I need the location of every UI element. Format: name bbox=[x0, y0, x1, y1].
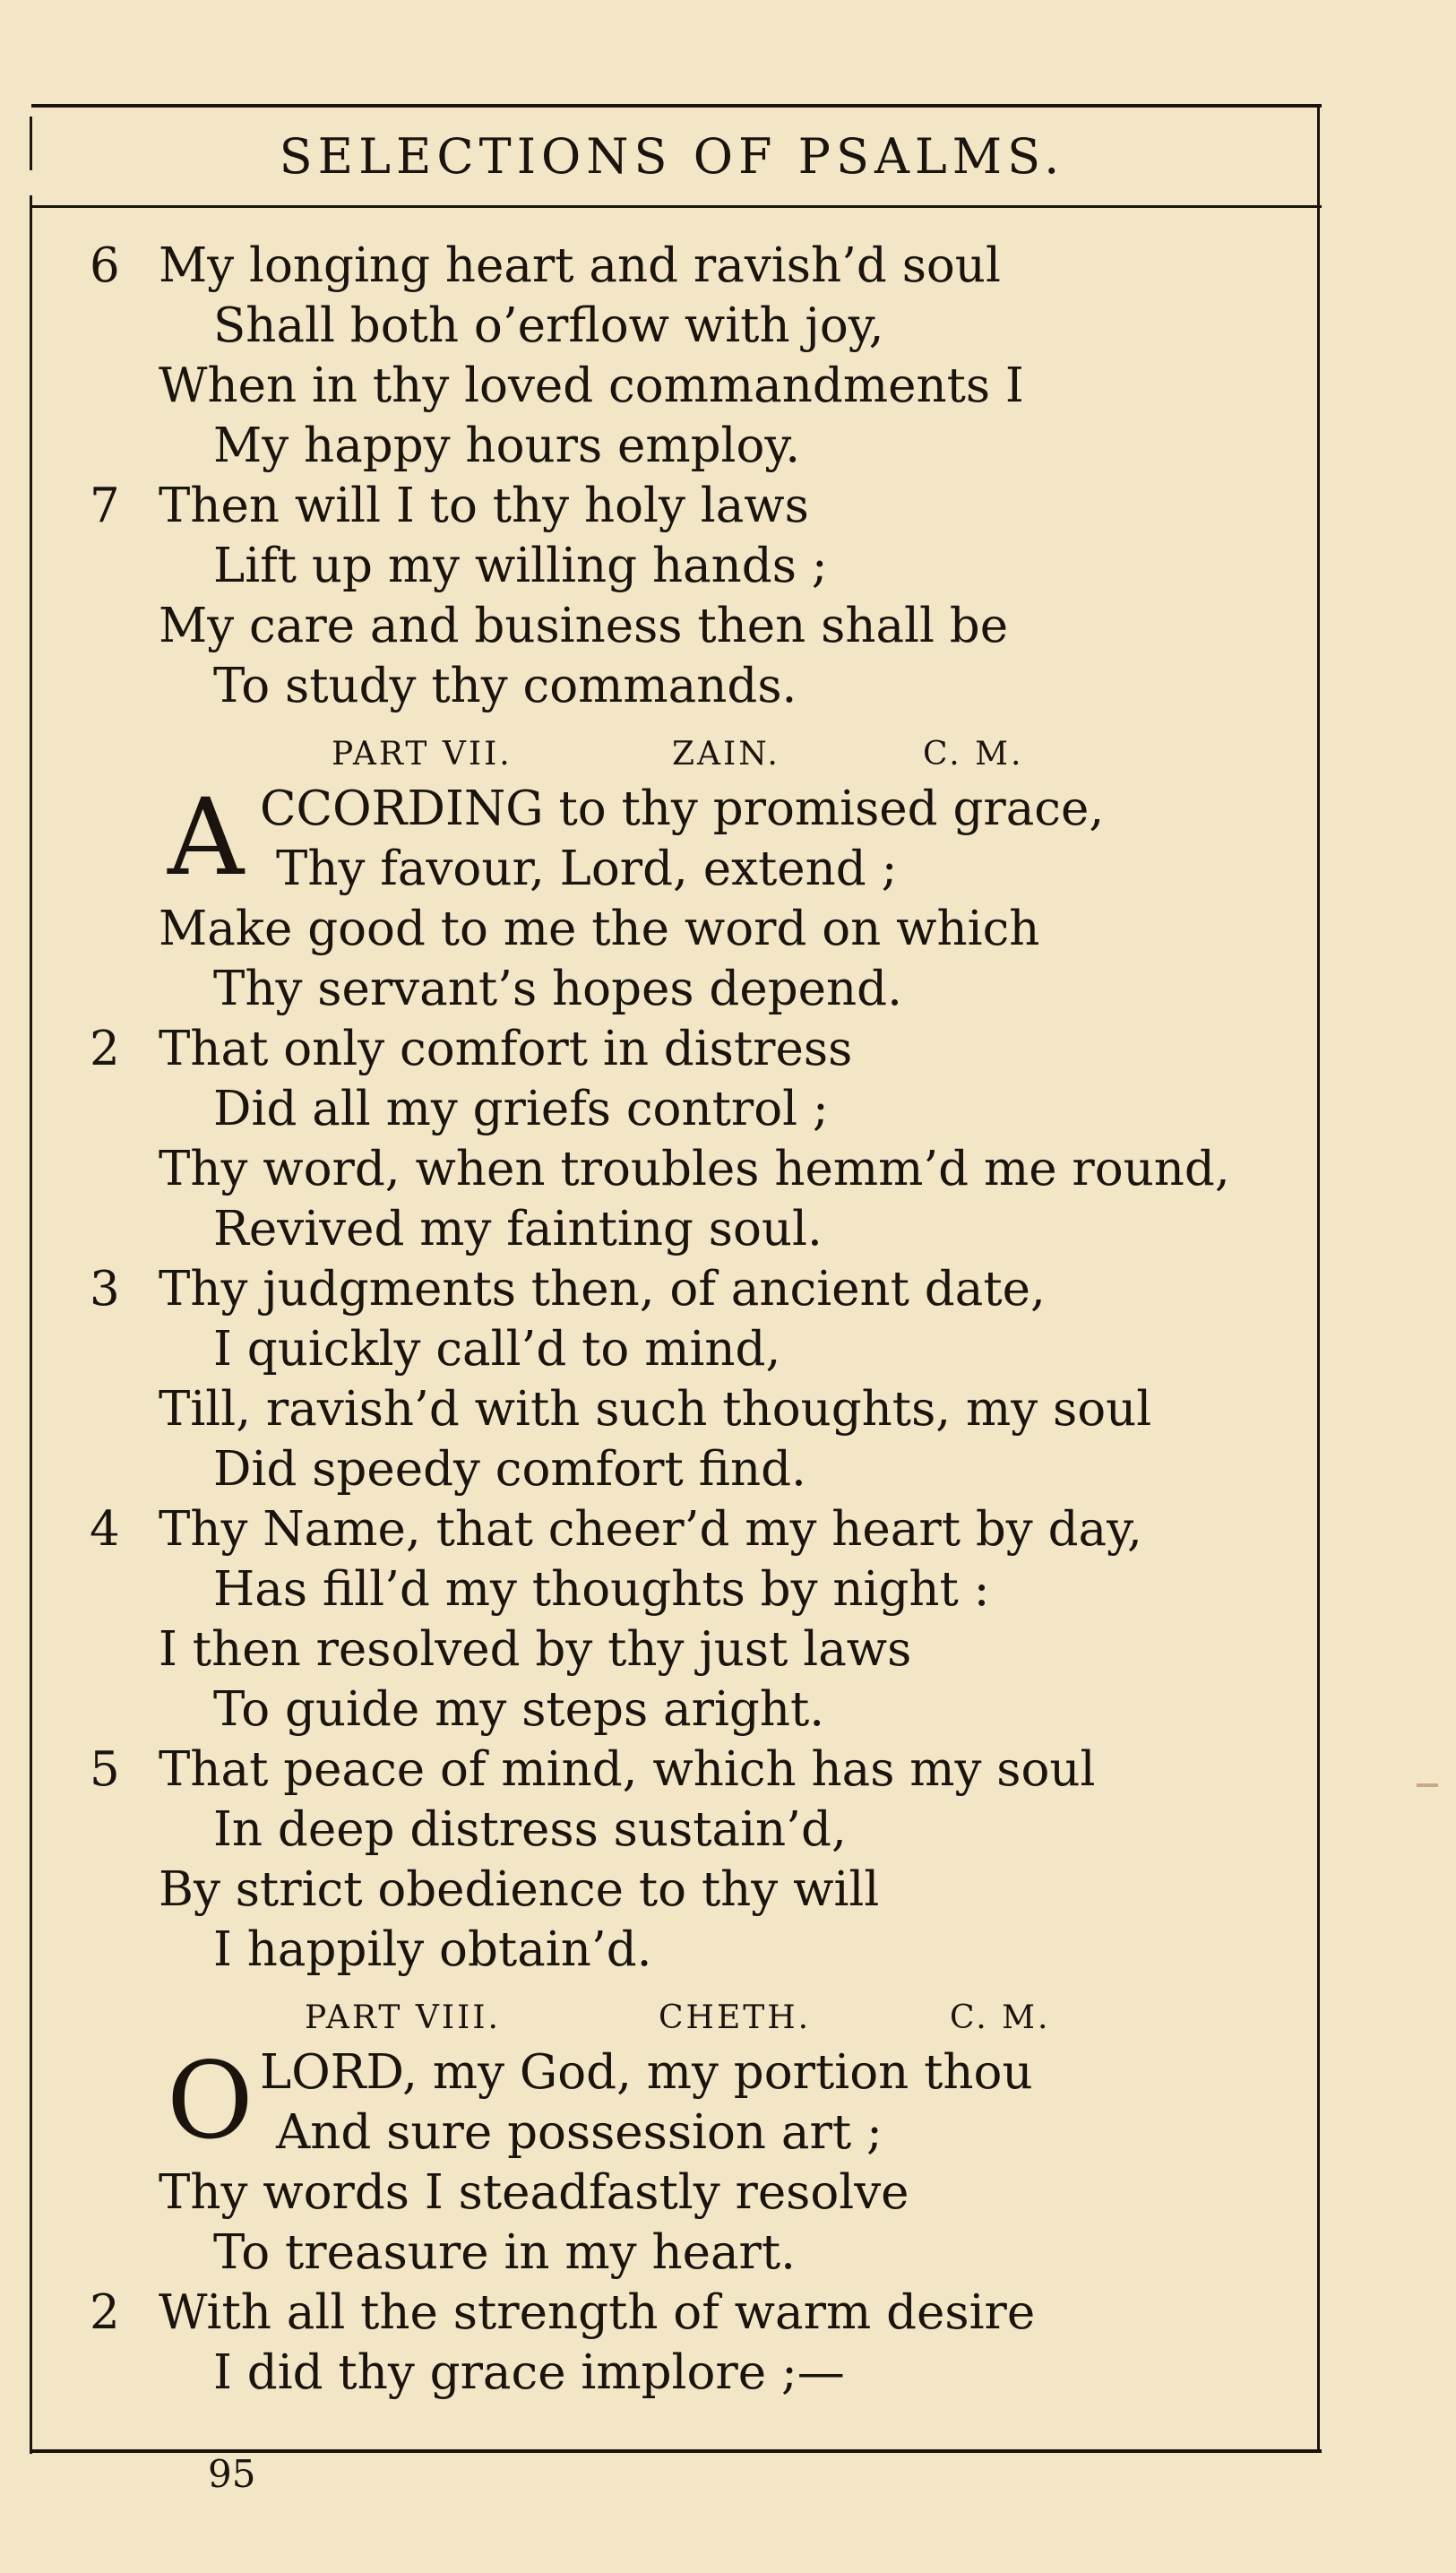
part-label: PART VIII. bbox=[305, 1999, 501, 2036]
verse-line: My care and business then shall be bbox=[159, 599, 1009, 653]
stanza-number: 4 bbox=[90, 1502, 120, 1557]
part-meter: C. M. bbox=[950, 1999, 1051, 2036]
verse-line: 6 My longing heart and ravish’d soul bbox=[36, 236, 1326, 296]
verse-line: Shall both o’erflow with joy, bbox=[213, 298, 884, 353]
verse-line: 7 Then will I to thy holy laws bbox=[36, 476, 1326, 536]
verse-line: 4 Thy Name, that cheer’d my heart by day, bbox=[36, 1499, 1326, 1559]
verse-line: 2 With all the strength of warm desire bbox=[36, 2283, 1326, 2343]
verse-line: To study thy commands. bbox=[213, 659, 797, 713]
top-rule bbox=[31, 104, 1322, 108]
verse-line: Lift up my willing hands ; bbox=[213, 539, 828, 593]
verse-line: 2 That only comfort in distress bbox=[36, 1019, 1326, 1079]
stanza-number: 6 bbox=[90, 238, 120, 293]
verse-line: By strict obedience to thy will bbox=[159, 1862, 880, 1917]
verse-line: And sure possession art ; bbox=[276, 2105, 883, 2160]
verse-line: Thy favour, Lord, extend ; bbox=[276, 842, 898, 896]
left-rule-top bbox=[30, 117, 32, 170]
verse-line: Has fill’d my thoughts by night : bbox=[213, 1562, 990, 1617]
drop-cap: O bbox=[167, 2039, 254, 2163]
verse-line: Did all my griefs control ; bbox=[213, 1082, 829, 1136]
verse-line: To treasure in my heart. bbox=[213, 2225, 797, 2280]
verse-line: I quickly call’d to mind, bbox=[213, 1322, 781, 1377]
verse-line: I did thy grace implore ;— bbox=[213, 2345, 845, 2400]
verse-line: I happily obtain’d. bbox=[213, 1922, 652, 1977]
part-meter: C. M. bbox=[923, 736, 1024, 773]
stanza-number: 5 bbox=[90, 1742, 120, 1797]
drop-cap: A bbox=[168, 775, 245, 899]
left-rule bbox=[30, 195, 32, 2454]
verse-line: To guide my steps aright. bbox=[213, 1682, 825, 1737]
verse-line: Thy word, when troubles hemm’d me round, bbox=[159, 1142, 1230, 1196]
verse-line: Make good to me the word on which bbox=[159, 902, 1040, 956]
stanza-number: 2 bbox=[90, 1022, 120, 1076]
verse-line: My happy hours employ. bbox=[213, 419, 801, 473]
stanza-number: 2 bbox=[90, 2285, 120, 2340]
verse-line: In deep distress sustain’d, bbox=[213, 1802, 847, 1857]
stanza-number: 7 bbox=[90, 479, 120, 533]
verse-line: Thy words I steadfastly resolve bbox=[159, 2165, 909, 2220]
verse-line: Thy servant’s hopes depend. bbox=[213, 962, 902, 1016]
verse-line: I then resolved by thy just laws bbox=[159, 1622, 912, 1677]
verse-line: 5 That peace of mind, which has my soul bbox=[36, 1740, 1326, 1800]
part-label: PART VII. bbox=[332, 736, 513, 773]
stanza-number: 3 bbox=[90, 1262, 120, 1317]
verse-line: Did speedy comfort find. bbox=[213, 1442, 806, 1497]
header-bottom-rule bbox=[31, 205, 1322, 208]
verse-line: 3 Thy judgments then, of ancient date, bbox=[36, 1259, 1326, 1319]
verse-line: Revived my fainting soul. bbox=[213, 1202, 823, 1256]
part-heading bbox=[36, 1980, 1326, 2042]
part-heading bbox=[36, 716, 1326, 779]
page-number: 95 bbox=[208, 2452, 256, 2496]
show-through-mark bbox=[1417, 1783, 1438, 1787]
verse-line: Till, ravish’d with such thoughts, my soul bbox=[159, 1382, 1152, 1437]
verse-line: O LORD, my God, my portion thou bbox=[167, 2039, 1033, 2163]
page-title: SELECTIONS OF PSALMS. bbox=[279, 128, 1065, 185]
verse-line: A CCORDING to thy promised grace, bbox=[168, 775, 1105, 899]
psalm-text bbox=[36, 236, 1326, 2403]
part-name: ZAIN. bbox=[672, 736, 780, 773]
verse-line: When in thy loved commandments I bbox=[159, 358, 1024, 413]
part-name: CHETH. bbox=[659, 1999, 812, 2036]
